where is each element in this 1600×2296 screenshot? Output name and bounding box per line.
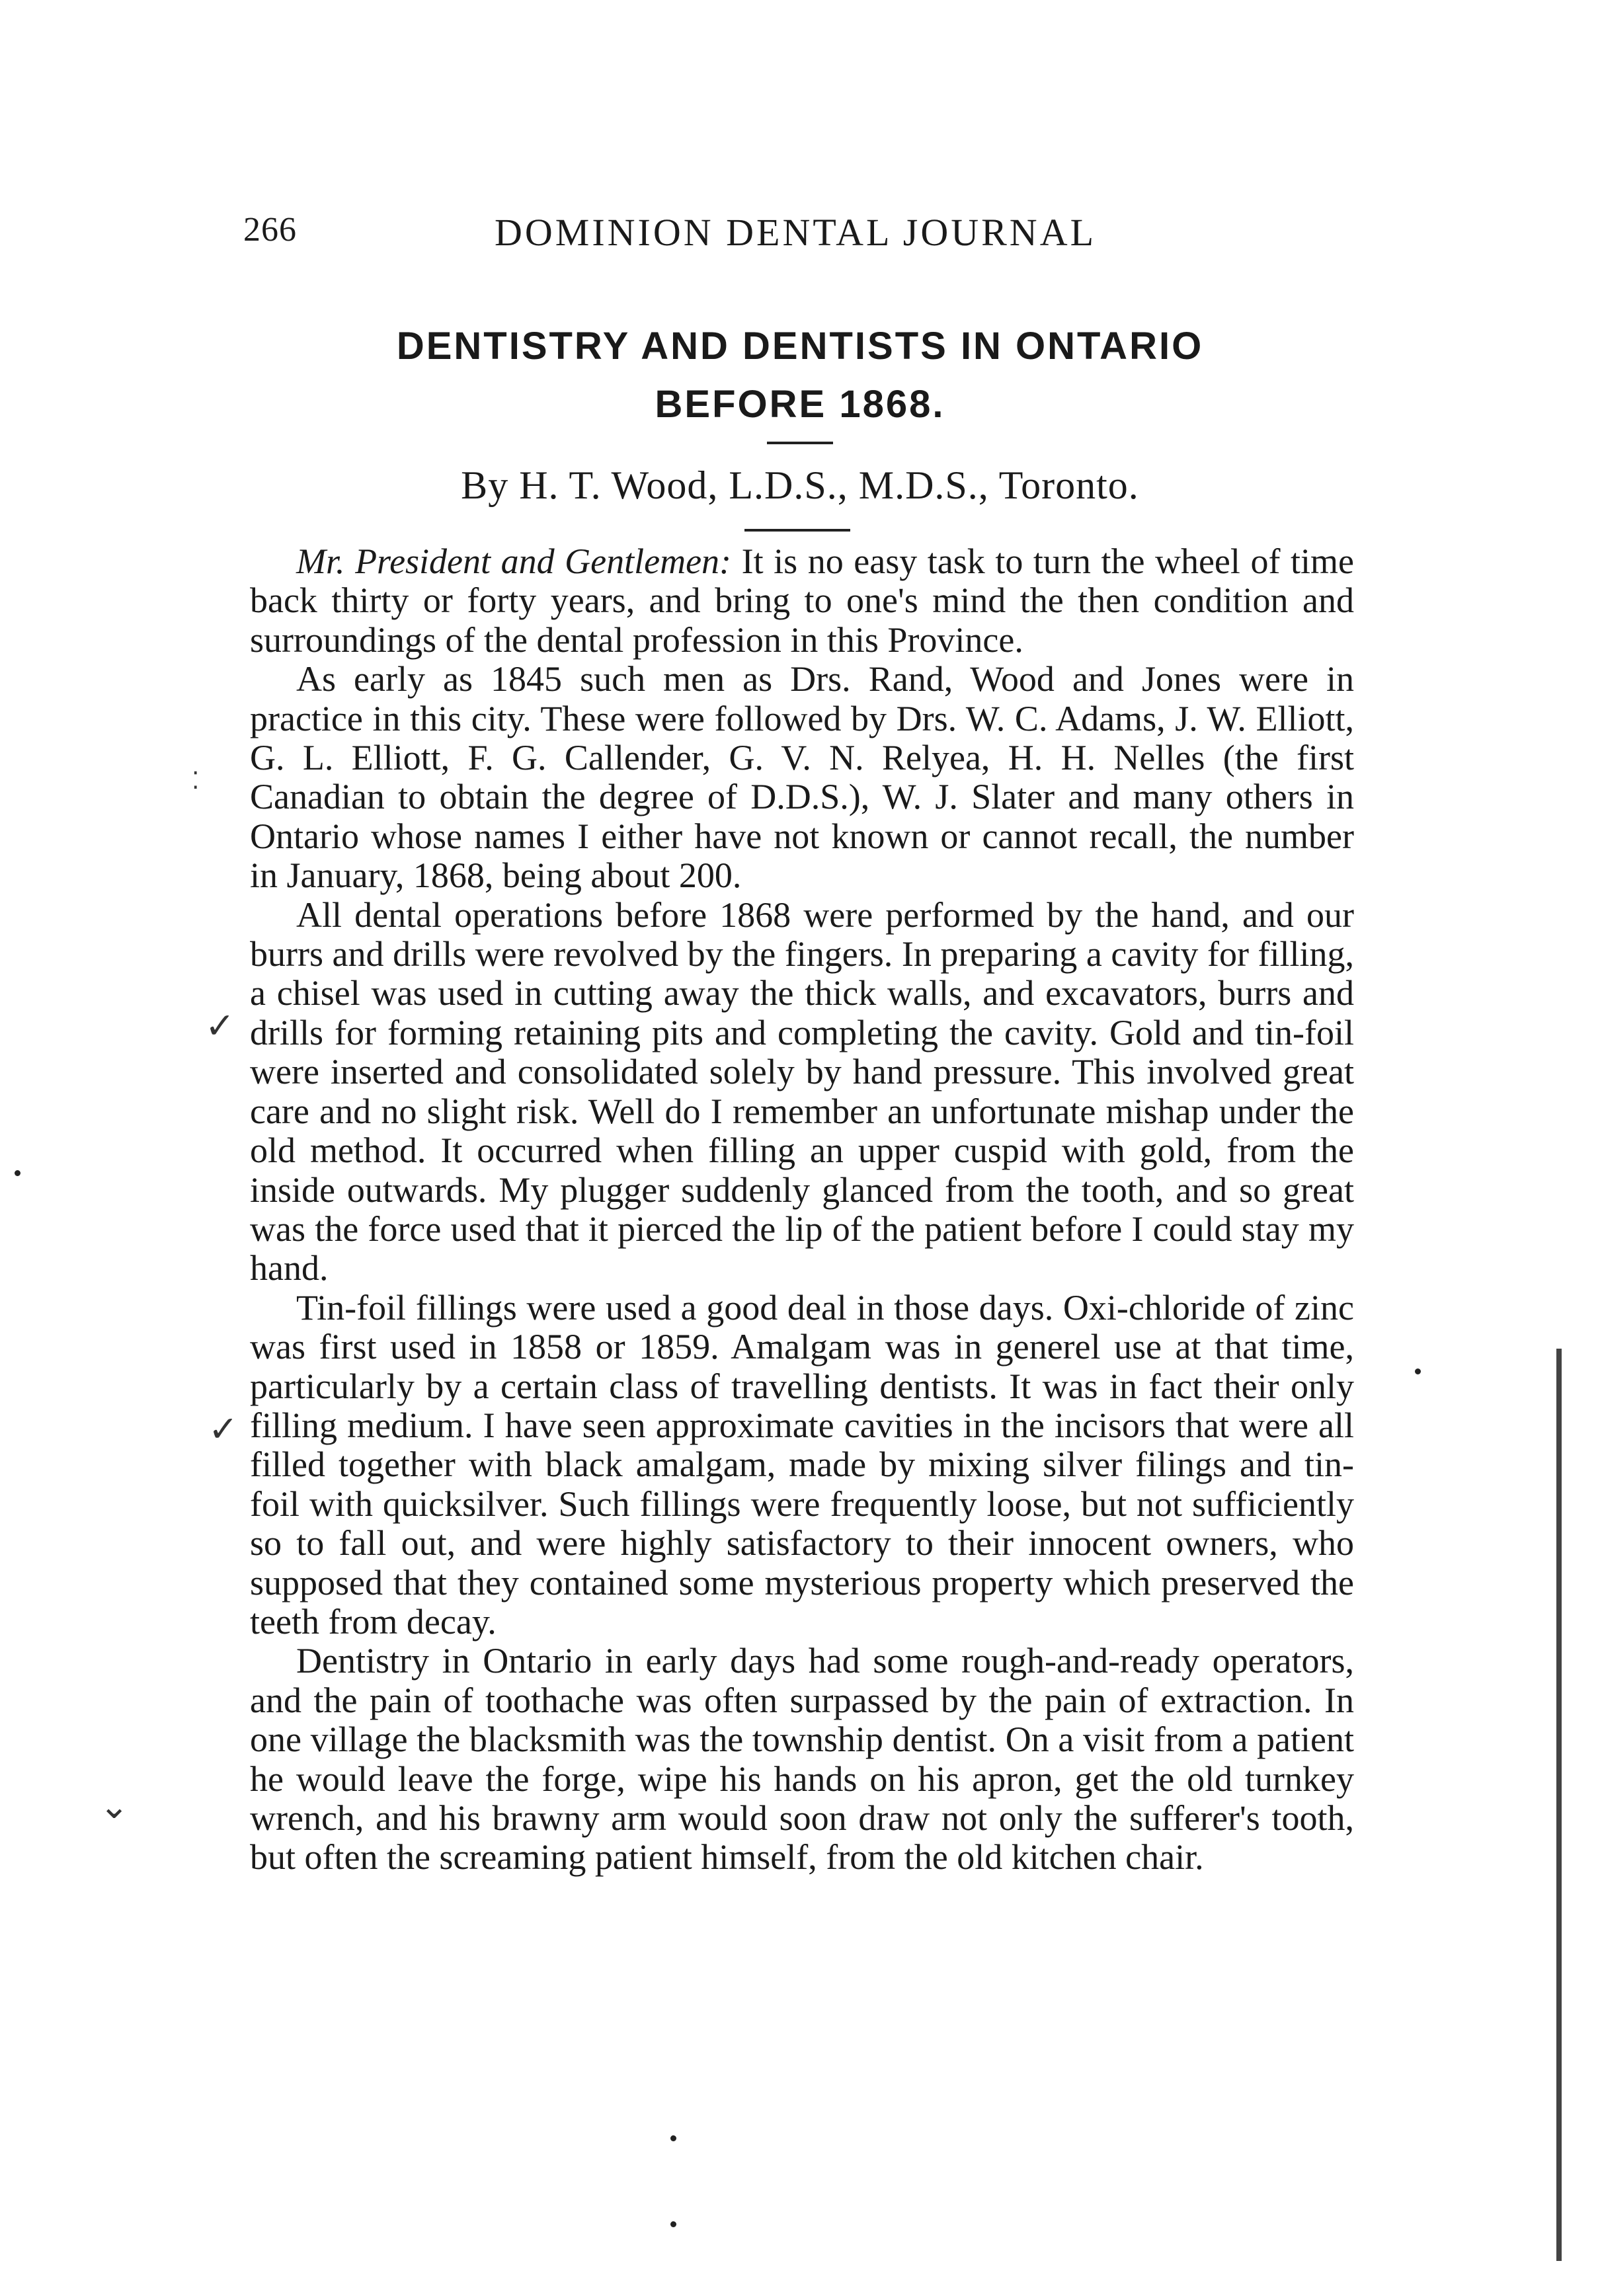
margin-check-mark-icon: ✓ bbox=[208, 1409, 239, 1449]
paragraph-4: Tin-foil fillings were used a good deal in those days. Oxi-chloride of zinc was first used in 1858 or 1859. Amalgam was in generel use at that time, particularly by a certain class of travelling dentists. It was in fact their only filling medium. I have seen approximate cavities in the incisors that were all filled together with black amalgam, made by mixing silver filings and tin-foil with quicksilver. Such fillings were frequently loose, but not sufficiently so to fall out, and were highly satisfactory to their innocent owners, who supposed that they contained some mysterious property which preserved the teeth from decay. bbox=[250, 1287, 1354, 1642]
margin-dots-icon: ⁚ bbox=[192, 768, 200, 794]
margin-dot-icon bbox=[15, 1170, 20, 1176]
author-byline: By H. T. Wood, L.D.S., M.D.S., Toronto. bbox=[461, 463, 1139, 507]
byline-rule bbox=[744, 529, 850, 532]
article-title-line-1: DENTISTRY AND DENTISTS IN ONTARIO bbox=[396, 325, 1204, 368]
page-edge-shadow bbox=[1556, 1349, 1562, 2261]
paragraph-2: As early as 1845 such men as Drs. Rand, Wood and Jones were in practice in this city. These were followed by Drs. W. C. Adams, J. W. Elliott, G. L. Elliott, F. G. Callender, G. V. N. Relyea, H. H. Nelles (the first Canadian to obtain the degree of D.D.S.), W. J. Slater and many others in Ontario whose names I either have not known or cannot recall, the number in January, 1868, being about 200. bbox=[250, 659, 1354, 896]
margin-dot-icon bbox=[1415, 1368, 1421, 1374]
article-body bbox=[250, 542, 1354, 1878]
article-title bbox=[238, 317, 1362, 434]
paragraph-3: All dental operations before 1868 were performed by the hand, and our burrs and drills were revolved by the fingers. In preparing a cavity for filling, a chisel was used in cutting away the thick walls, and excavators, burrs and drills for forming retaining pits and completing the cavity. Gold and tin-foil were inserted and consolidated solely by hand pressure. This involved great care and no slight risk. Well do I remember an unfortunate mishap under the old method. It occurred when filling an upper cuspid with gold, from the inside outwards. My plugger suddenly glanced from the tooth, and so great was the force used that it pierced the lip of the patient before I could stay my hand. bbox=[250, 894, 1354, 1288]
journal-title: DOMINION DENTAL JOURNAL bbox=[495, 211, 1097, 254]
margin-dot-icon bbox=[670, 2221, 676, 2227]
title-rule bbox=[767, 442, 833, 444]
margin-dot-icon bbox=[670, 2135, 676, 2141]
paragraph-5: Dentistry in Ontario in early days had some rough-and-ready operators, and the pain of toothache was often surpassed by the pain of extraction. In one village the blacksmith was the township dentist. On a visit from a patient he would leave the forge, wipe his hands on his apron, get the old turnkey wrench, and his brawny arm would soon draw not only the sufferer's tooth, but often the screaming patient himself, from the old kitchen chair. bbox=[250, 1641, 1354, 1878]
running-head bbox=[243, 210, 1354, 263]
paragraph-1 bbox=[250, 542, 1354, 660]
page-number: 266 bbox=[243, 211, 297, 249]
margin-dash-mark-icon: ⌄ bbox=[99, 1786, 130, 1826]
article-title-line-2: BEFORE 1868. bbox=[655, 383, 945, 426]
paragraph-1-text: It is no easy task to turn the wheel of time back thirty or forty years, and bring to one's mind the then condition and surroundings of the dental profession in this Province. bbox=[250, 541, 1354, 660]
salutation: Mr. President and Gentlemen: bbox=[296, 541, 732, 581]
margin-check-mark-icon: ✓ bbox=[205, 1006, 235, 1046]
